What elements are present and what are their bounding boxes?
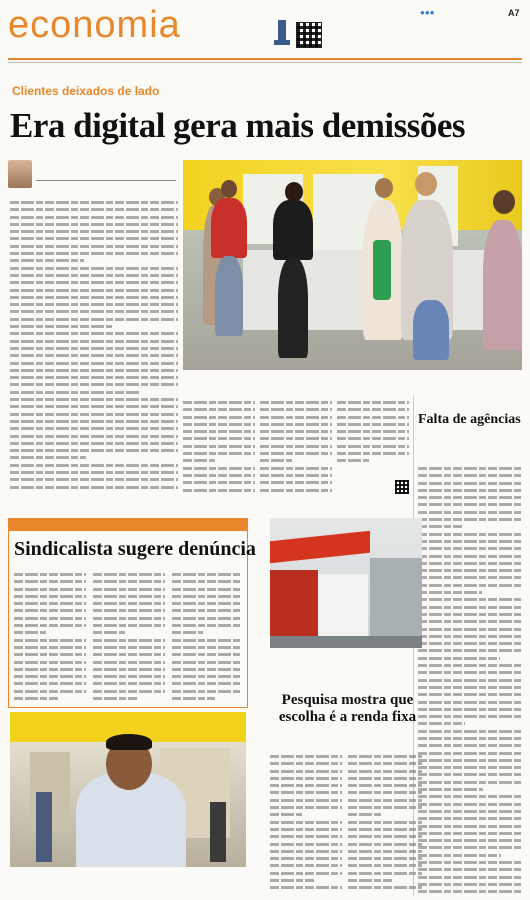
greeked-text-line: [10, 432, 178, 439]
greeked-text-line: [10, 198, 178, 205]
greeked-text-line: [93, 636, 165, 643]
greeked-text-line: [10, 395, 178, 402]
header-rule-thin: [8, 62, 522, 63]
main-body-column-3: [260, 398, 332, 494]
pesquisa-column-2: [348, 752, 422, 896]
sidebar-headline: Falta de agências: [418, 412, 521, 427]
greeked-text-line: [10, 286, 178, 293]
box-story-kicker-bar: [8, 518, 248, 531]
author-avatar: [8, 160, 32, 188]
greeked-text-line: [14, 687, 86, 694]
greeked-text-line: [14, 570, 86, 577]
greeked-text-line: [270, 774, 342, 781]
greeked-text-line: [260, 478, 332, 485]
greeked-text-line: [93, 694, 137, 701]
greeked-text-line: [418, 800, 523, 807]
greeked-text-line: [10, 380, 178, 387]
greeked-text-line: [183, 486, 255, 493]
greeked-text-line: [10, 315, 178, 322]
greeked-text-line: [10, 446, 178, 453]
greeked-text-line: [348, 876, 393, 883]
greeked-text-line: [172, 585, 242, 592]
greeked-text-line: [183, 456, 215, 463]
greeked-text-line: [10, 278, 178, 285]
brand-mark: ●●●: [420, 8, 435, 17]
greeked-text-line: [418, 785, 483, 792]
greeked-text-line: [348, 781, 422, 788]
greeked-text-line: [93, 577, 165, 584]
greeked-text-line: [10, 453, 86, 460]
greeked-text-line: [270, 825, 342, 832]
greeked-text-line: [10, 220, 178, 227]
greeked-text-line: [418, 522, 464, 529]
greeked-text-line: [10, 483, 178, 490]
greeked-text-line: [418, 741, 523, 748]
box-story-column-1: [14, 570, 86, 702]
greeked-text-line: [10, 300, 178, 307]
greeked-text-line: [270, 767, 342, 774]
greeked-text-line: [337, 405, 409, 412]
greeked-text-line: [418, 851, 501, 858]
greeked-text-line: [14, 643, 86, 650]
greeked-text-line: [418, 734, 523, 741]
greeked-text-line: [418, 588, 482, 595]
greeked-text-line: [270, 854, 342, 861]
greeked-text-line: [93, 606, 165, 613]
greeked-text-line: [348, 767, 422, 774]
greeked-text-line: [418, 603, 523, 610]
greeked-text-line: [418, 698, 523, 705]
greeked-text-line: [418, 646, 523, 653]
greeked-text-line: [172, 570, 242, 577]
greeked-text-line: [260, 464, 332, 471]
box-story-column-2: [93, 570, 165, 702]
greeked-text-line: [337, 413, 409, 420]
greeked-text-line: [260, 486, 332, 493]
greeked-text-line: [418, 479, 523, 486]
greeked-text-line: [260, 471, 332, 478]
greeked-text-line: [14, 679, 86, 686]
greeked-text-line: [14, 599, 86, 606]
greeked-text-line: [260, 442, 332, 449]
greeked-text-line: [260, 398, 332, 405]
greeked-text-line: [172, 606, 242, 613]
greeked-text-line: [183, 398, 255, 405]
greeked-text-line: [93, 687, 165, 694]
greeked-text-line: [172, 650, 242, 657]
greeked-text-line: [10, 205, 178, 212]
greeked-text-line: [418, 581, 523, 588]
section-title: economia: [8, 4, 181, 46]
greeked-text-line: [10, 402, 178, 409]
greeked-text-line: [260, 456, 292, 463]
author-rule: [36, 180, 176, 181]
greeked-text-line: [418, 843, 523, 850]
greeked-text-line: [93, 570, 165, 577]
main-headline: Era digital gera mais demissões: [10, 106, 466, 145]
greeked-text-line: [418, 530, 523, 537]
greeked-text-line: [418, 822, 523, 829]
greeked-text-line: [348, 869, 422, 876]
greeked-text-line: [418, 887, 523, 894]
greeked-text-line: [418, 770, 523, 777]
greeked-text-line: [270, 803, 342, 810]
greeked-text-line: [93, 665, 165, 672]
greeked-text-line: [418, 705, 523, 712]
greeked-text-line: [418, 654, 500, 661]
greeked-text-line: [418, 515, 523, 522]
greeked-text-line: [337, 442, 409, 449]
main-body-column-4: [337, 398, 409, 468]
greeked-text-line: [172, 672, 242, 679]
greeked-text-line: [10, 242, 178, 249]
greeked-text-line: [270, 788, 342, 795]
greeked-text-line: [337, 456, 369, 463]
greeked-text-line: [14, 665, 86, 672]
main-body-column-2: [183, 398, 255, 494]
greeked-text-line: [418, 749, 523, 756]
greeked-text-line: [337, 398, 409, 405]
greeked-text-line: [93, 592, 165, 599]
greeked-text-line: [348, 759, 422, 766]
greeked-text-line: [93, 658, 165, 665]
main-body-column-1: [10, 198, 178, 494]
greeked-text-line: [10, 424, 178, 431]
greeked-text-line: [14, 606, 86, 613]
greeked-text-line: [270, 796, 342, 803]
newspaper-logo-icon: [272, 18, 292, 48]
greeked-text-line: [172, 694, 215, 701]
greeked-text-line: [172, 658, 242, 665]
greeked-text-line: [10, 373, 178, 380]
greeked-text-line: [172, 643, 242, 650]
greeked-text-line: [348, 861, 422, 868]
greeked-text-line: [183, 434, 255, 441]
greeked-text-line: [260, 449, 332, 456]
page-number: A7: [508, 8, 520, 18]
greeked-text-line: [418, 756, 523, 763]
box-story-column-3: [172, 570, 242, 702]
greeked-text-line: [348, 752, 422, 759]
greeked-text-line: [348, 840, 422, 847]
greeked-text-line: [260, 413, 332, 420]
greeked-text-line: [418, 508, 523, 515]
greeked-text-line: [270, 840, 342, 847]
greeked-text-line: [418, 566, 523, 573]
greeked-text-line: [418, 873, 523, 880]
greeked-text-line: [270, 869, 342, 876]
greeked-text-line: [14, 621, 86, 628]
greeked-text-line: [418, 690, 523, 697]
greeked-text-line: [183, 427, 255, 434]
greeked-text-line: [348, 810, 381, 817]
greeked-text-line: [172, 636, 242, 643]
sidebar-body: [418, 464, 523, 896]
greeked-text-line: [270, 847, 342, 854]
greeked-text-line: [418, 471, 523, 478]
greeked-text-line: [418, 537, 523, 544]
greeked-text-line: [14, 585, 86, 592]
greeked-text-line: [10, 468, 178, 475]
greeked-text-line: [260, 405, 332, 412]
greeked-text-line: [418, 639, 523, 646]
greeked-text-line: [14, 658, 86, 665]
greeked-text-line: [418, 625, 523, 632]
greeked-text-line: [93, 585, 165, 592]
greeked-text-line: [172, 687, 242, 694]
greeked-text-line: [10, 439, 178, 446]
greeked-text-line: [418, 559, 523, 566]
greeked-text-line: [348, 847, 422, 854]
greeked-text-line: [270, 883, 342, 890]
greeked-text-line: [418, 727, 523, 734]
greeked-text-line: [183, 413, 255, 420]
greeked-text-line: [172, 679, 242, 686]
greeked-text-line: [14, 628, 46, 635]
greeked-text-line: [10, 249, 178, 256]
greeked-text-line: [418, 865, 523, 872]
greeked-text-line: [418, 676, 523, 683]
greeked-text-line: [270, 818, 342, 825]
greeked-text-line: [418, 836, 523, 843]
greeked-text-line: [418, 552, 523, 559]
union-leader-photo: [10, 712, 246, 867]
greeked-text-line: [172, 665, 242, 672]
greeked-text-line: [418, 792, 523, 799]
greeked-text-line: [183, 449, 255, 456]
greeked-text-line: [10, 227, 178, 234]
greeked-text-line: [418, 661, 523, 668]
greeked-text-line: [93, 643, 165, 650]
greeked-text-line: [348, 818, 422, 825]
greeked-text-line: [10, 410, 178, 417]
greeked-text-line: [10, 264, 178, 271]
greeked-text-line: [183, 442, 255, 449]
greeked-text-line: [348, 883, 422, 890]
greeked-text-line: [337, 434, 409, 441]
greeked-text-line: [270, 861, 342, 868]
greeked-text-line: [10, 256, 84, 263]
greeked-text-line: [93, 614, 165, 621]
greeked-text-line: [10, 417, 178, 424]
greeked-text-line: [348, 832, 422, 839]
greeked-text-line: [418, 807, 523, 814]
header-rule: [8, 58, 522, 60]
greeked-text-line: [418, 544, 523, 551]
pesquisa-column-1: [270, 752, 342, 896]
greeked-text-line: [418, 880, 523, 887]
bank-queue-photo: [183, 160, 522, 370]
greeked-text-line: [14, 614, 86, 621]
main-kicker: Clientes deixados de lado: [12, 84, 160, 98]
greeked-text-line: [14, 577, 86, 584]
greeked-text-line: [10, 359, 178, 366]
greeked-text-line: [10, 307, 178, 314]
greeked-text-line: [10, 213, 178, 220]
greeked-text-line: [14, 592, 86, 599]
greeked-text-line: [418, 683, 523, 690]
greeked-text-line: [93, 621, 165, 628]
greeked-text-line: [10, 293, 178, 300]
greeked-text-line: [10, 366, 178, 373]
qr-code-icon: [395, 480, 409, 494]
greeked-text-line: [10, 461, 178, 468]
greeked-text-line: [270, 876, 314, 883]
greeked-text-line: [93, 679, 165, 686]
greeked-text-line: [418, 486, 523, 493]
greeked-text-line: [10, 344, 178, 351]
greeked-text-line: [172, 628, 203, 635]
greeked-text-line: [418, 632, 523, 639]
greeked-text-line: [183, 464, 255, 471]
greeked-text-line: [418, 617, 523, 624]
greeked-text-line: [10, 271, 178, 278]
greeked-text-line: [172, 621, 242, 628]
greeked-text-line: [418, 493, 523, 500]
greeked-text-line: [337, 420, 409, 427]
greeked-text-line: [418, 763, 523, 770]
greeked-text-line: [10, 388, 141, 395]
greeked-text-line: [418, 719, 465, 726]
greeked-text-line: [270, 810, 302, 817]
greeked-text-line: [93, 650, 165, 657]
greeked-text-line: [183, 471, 255, 478]
greeked-text-line: [260, 420, 332, 427]
greeked-text-line: [348, 854, 422, 861]
greeked-text-line: [337, 449, 409, 456]
greeked-text-line: [348, 803, 422, 810]
greeked-text-line: [348, 788, 422, 795]
greeked-text-line: [183, 420, 255, 427]
greeked-text-line: [348, 774, 422, 781]
greeked-text-line: [418, 778, 523, 785]
greeked-text-line: [418, 829, 523, 836]
greeked-text-line: [418, 595, 523, 602]
greeked-text-line: [14, 694, 58, 701]
greeked-text-line: [418, 573, 523, 580]
greeked-text-line: [418, 610, 523, 617]
greeked-text-line: [260, 427, 332, 434]
pesquisa-headline: Pesquisa mostra que escolha é a renda fixa: [278, 692, 417, 725]
greeked-text-line: [10, 322, 112, 329]
greeked-text-line: [418, 500, 523, 507]
greeked-text-line: [14, 672, 86, 679]
qr-code-icon: [296, 22, 322, 48]
greeked-text-line: [270, 759, 342, 766]
greeked-text-line: [10, 329, 178, 336]
greeked-text-line: [10, 234, 178, 241]
greeked-text-line: [418, 858, 523, 865]
greeked-text-line: [183, 478, 255, 485]
greeked-text-line: [270, 781, 342, 788]
greeked-text-line: [348, 825, 422, 832]
greeked-text-line: [172, 614, 242, 621]
box-story-headline: Sindicalista sugere denúncia: [14, 538, 256, 560]
greeked-text-line: [10, 337, 178, 344]
greeked-text-line: [183, 405, 255, 412]
greeked-text-line: [418, 814, 523, 821]
greeked-text-line: [14, 636, 86, 643]
greeked-text-line: [418, 464, 523, 471]
greeked-text-line: [418, 668, 523, 675]
greeked-text-line: [418, 712, 523, 719]
greeked-text-line: [172, 577, 242, 584]
greeked-text-line: [93, 628, 125, 635]
greeked-text-line: [337, 427, 409, 434]
greeked-text-line: [270, 752, 342, 759]
greeked-text-line: [172, 592, 242, 599]
greeked-text-line: [93, 599, 165, 606]
greeked-text-line: [93, 672, 165, 679]
greeked-text-line: [14, 650, 86, 657]
greeked-text-line: [10, 351, 178, 358]
greeked-text-line: [260, 434, 332, 441]
greeked-text-line: [270, 832, 342, 839]
bank-branch-photo: [270, 518, 422, 648]
greeked-text-line: [348, 796, 422, 803]
greeked-text-line: [10, 475, 178, 482]
greeked-text-line: [172, 599, 242, 606]
